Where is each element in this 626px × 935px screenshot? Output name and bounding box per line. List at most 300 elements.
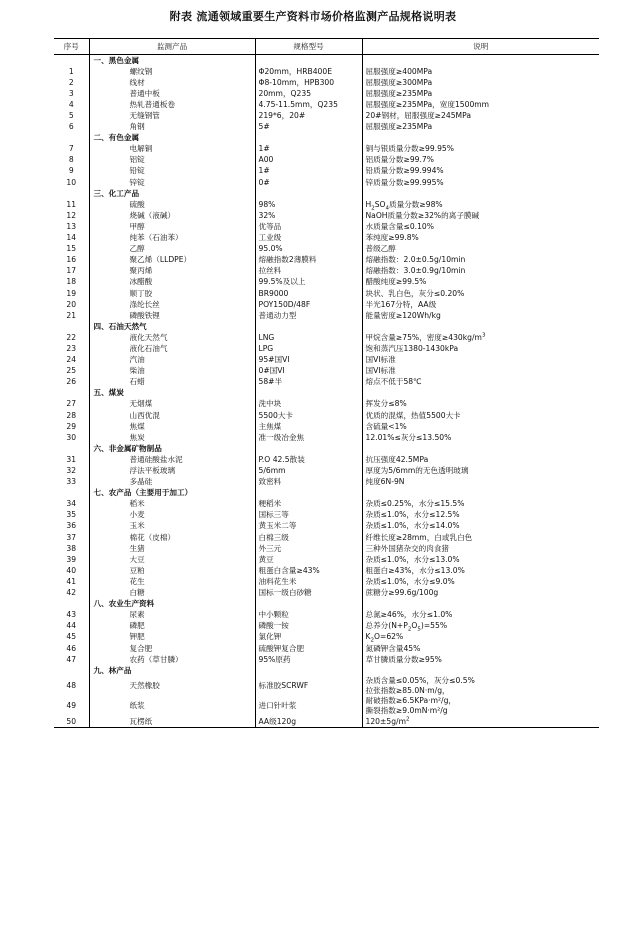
product-name: 顺丁胶 xyxy=(89,288,255,299)
table-row xyxy=(54,199,599,210)
row-number: 50 xyxy=(54,716,89,728)
table-header-row xyxy=(54,39,599,55)
desc-text: 三种外国猪杂交的肉食猪 xyxy=(365,543,450,553)
product-spec: 标准胶SCRWF xyxy=(255,676,362,696)
product-desc xyxy=(362,221,599,232)
desc-text: 耐破指数≥6.5KPa·m²/g， xyxy=(365,696,457,706)
spec-table xyxy=(54,38,599,728)
row-number: 9 xyxy=(68,166,74,176)
desc-text: 能量密度≥120Wh/kg xyxy=(365,310,441,320)
table-row xyxy=(54,210,599,221)
section-desc-cell xyxy=(362,321,599,332)
desc-text: 20#钢材，屈服强度≥245MPa xyxy=(365,111,471,121)
section-label: 七、农产品（主要用于加工） xyxy=(89,488,255,499)
product-name: 瓦楞纸 xyxy=(89,716,255,728)
table-row xyxy=(54,244,599,255)
desc-text: 厚度为5/6mm的无色透明玻璃 xyxy=(365,466,469,476)
row-number: 13 xyxy=(66,221,77,231)
product-desc xyxy=(362,543,599,554)
desc-superscript: 3 xyxy=(481,332,486,339)
product-desc xyxy=(362,610,599,621)
product-desc xyxy=(362,244,599,255)
product-desc xyxy=(362,110,599,121)
product-spec: A00 xyxy=(255,155,362,166)
section-label: 一、黑色金属 xyxy=(89,55,255,67)
section-desc-cell xyxy=(362,599,599,610)
product-desc xyxy=(362,66,599,77)
product-desc xyxy=(362,210,599,221)
table-row xyxy=(54,99,599,110)
product-spec: 95.0% xyxy=(255,244,362,255)
row-number: 24 xyxy=(66,355,77,365)
section-spec-cell xyxy=(255,443,362,454)
product-spec: 95%原药 xyxy=(255,654,362,665)
product-spec: 洗中块 xyxy=(255,399,362,410)
table-row xyxy=(54,696,599,716)
table-row xyxy=(54,576,599,587)
section-label: 五、煤炭 xyxy=(89,388,255,399)
product-spec: 熔融指数2薄膜料 xyxy=(255,255,362,266)
product-desc xyxy=(362,576,599,587)
desc-text-2: 撕裂指数≥9.0mN·m²/g xyxy=(365,706,448,716)
product-desc xyxy=(362,155,599,166)
desc-text: 杂质含量≤0.05%，灰分≤0.5% xyxy=(365,676,475,686)
desc-text: NaOH质量分数≥32%的离子膜碱 xyxy=(365,210,480,220)
table-row xyxy=(54,122,599,133)
product-desc xyxy=(362,632,599,643)
row-number: 29 xyxy=(66,421,77,431)
section-desc-cell xyxy=(362,133,599,144)
table-row xyxy=(54,299,599,310)
product-spec: 粗蛋白含量≥43% xyxy=(255,565,362,576)
desc-text: 国VI标准 xyxy=(365,366,396,376)
row-number: 48 xyxy=(66,681,77,691)
desc-post: 质量分数≥98% xyxy=(389,199,443,209)
table-row xyxy=(54,66,599,77)
section-label: 九、林产品 xyxy=(89,665,255,676)
row-number: 5 xyxy=(68,111,74,121)
product-desc xyxy=(362,366,599,377)
row-number: 8 xyxy=(68,155,74,165)
product-desc xyxy=(362,355,599,366)
product-desc xyxy=(362,588,599,599)
product-name: 豆粕 xyxy=(89,565,255,576)
product-desc xyxy=(362,676,599,696)
product-spec: 98% xyxy=(255,199,362,210)
product-spec: 中小颗粒 xyxy=(255,610,362,621)
section-desc-cell xyxy=(362,55,599,67)
row-number: 25 xyxy=(66,366,77,376)
product-name: 焦煤 xyxy=(89,421,255,432)
row-number: 1 xyxy=(68,66,74,76)
section-row xyxy=(54,133,599,144)
product-desc xyxy=(362,532,599,543)
table-row xyxy=(54,421,599,432)
product-desc xyxy=(362,255,599,266)
product-spec: Φ20mm，HRB400E xyxy=(255,66,362,77)
table-row xyxy=(54,610,599,621)
section-label: 三、化工产品 xyxy=(89,188,255,199)
product-name: 普通中板 xyxy=(89,88,255,99)
row-number: 4 xyxy=(68,99,74,109)
desc-text: 屈服强度≥235MPa xyxy=(365,122,433,132)
section-spec-cell xyxy=(255,55,362,67)
product-name: 液化天然气 xyxy=(89,332,255,343)
desc-text: 铅质量分数≥99.994% xyxy=(365,166,444,176)
product-desc xyxy=(362,432,599,443)
product-desc xyxy=(362,521,599,532)
desc-text: 12.01%≤灰分≤13.50% xyxy=(365,432,452,442)
row-number: 46 xyxy=(66,643,77,653)
section-label: 二、有色金属 xyxy=(89,133,255,144)
product-desc xyxy=(362,399,599,410)
product-desc xyxy=(362,177,599,188)
section-row xyxy=(54,488,599,499)
desc-text: 苯纯度≥99.8% xyxy=(365,233,419,243)
section-no-cell xyxy=(54,665,89,676)
product-desc xyxy=(362,565,599,576)
product-name: 甲醇 xyxy=(89,221,255,232)
desc-pre: H xyxy=(365,199,372,209)
table-row xyxy=(54,521,599,532)
section-spec-cell xyxy=(255,188,362,199)
product-spec: 20mm，Q235 xyxy=(255,88,362,99)
header-product: 监测产品 xyxy=(89,39,255,55)
product-desc xyxy=(362,716,599,728)
row-number: 15 xyxy=(66,244,77,254)
product-spec: 优等品 xyxy=(255,221,362,232)
table-row xyxy=(54,454,599,465)
table-row xyxy=(54,632,599,643)
desc-text: 屈服强度≥400MPa xyxy=(365,66,433,76)
table-row xyxy=(54,532,599,543)
product-spec: 粳稻米 xyxy=(255,499,362,510)
row-number: 21 xyxy=(66,310,77,320)
desc-text: 挥发分≤8% xyxy=(365,399,407,409)
desc-text: 饱和蒸汽压1380-1430kPa xyxy=(365,343,459,353)
desc-text: 铝质量分数≥99.7% xyxy=(365,155,434,165)
product-spec: 32% xyxy=(255,210,362,221)
product-desc xyxy=(362,310,599,321)
product-name: 白糖 xyxy=(89,588,255,599)
table-row xyxy=(54,654,599,665)
section-row xyxy=(54,321,599,332)
product-name: 生猪 xyxy=(89,543,255,554)
product-name: 天然橡胶 xyxy=(89,676,255,696)
product-name: 复合肥 xyxy=(89,643,255,654)
table-row xyxy=(54,565,599,576)
desc-text: 锌质量分数≥99.995% xyxy=(365,177,444,187)
table-row xyxy=(54,477,599,488)
product-desc xyxy=(362,410,599,421)
desc-pre: 120±5g/m xyxy=(365,716,406,726)
product-name: 硫酸 xyxy=(89,199,255,210)
product-desc xyxy=(362,477,599,488)
table-row xyxy=(54,588,599,599)
desc-subscript: 2 xyxy=(407,626,412,632)
table-row xyxy=(54,499,599,510)
product-name: 钾肥 xyxy=(89,632,255,643)
product-spec: BR9000 xyxy=(255,288,362,299)
product-desc xyxy=(362,377,599,388)
product-desc xyxy=(362,654,599,665)
product-spec: 氯化钾 xyxy=(255,632,362,643)
desc-text: 总氮≥46%，水分≤1.0% xyxy=(365,610,453,620)
desc-mid: SO xyxy=(374,199,386,209)
product-desc xyxy=(362,277,599,288)
product-name: 大豆 xyxy=(89,554,255,565)
product-name: 浮法平板玻璃 xyxy=(89,465,255,476)
row-number: 22 xyxy=(66,332,77,342)
product-name: 涤纶长丝 xyxy=(89,299,255,310)
section-no-cell xyxy=(54,488,89,499)
product-spec: 工业级 xyxy=(255,233,362,244)
product-spec: AA级120g xyxy=(255,716,362,728)
product-name: 乙醇 xyxy=(89,244,255,255)
product-desc xyxy=(362,166,599,177)
row-number: 17 xyxy=(66,266,77,276)
desc-text: 屈服强度≥235MPa，宽度1500mm xyxy=(365,99,490,109)
row-number: 31 xyxy=(66,454,77,464)
product-name: 电解铜 xyxy=(89,144,255,155)
desc-text: 抗压强度42.5MPa xyxy=(365,454,429,464)
document-title: 附表 流通领域重要生产资料市场价格监测产品规格说明表 xyxy=(169,10,457,23)
product-name: 小麦 xyxy=(89,510,255,521)
row-number: 18 xyxy=(66,277,77,287)
product-name: 柴油 xyxy=(89,366,255,377)
row-number: 39 xyxy=(66,554,77,564)
product-spec: P.O 42.5散装 xyxy=(255,454,362,465)
product-desc xyxy=(362,343,599,354)
table-row xyxy=(54,410,599,421)
product-name: 石蜡 xyxy=(89,377,255,388)
product-desc xyxy=(362,88,599,99)
product-desc xyxy=(362,99,599,110)
section-row xyxy=(54,55,599,67)
desc-text: 优质的混煤，热值5500大卡 xyxy=(365,410,461,420)
desc-text-2: 拉张指数≥85.0N·m/g， xyxy=(365,686,450,696)
row-number: 28 xyxy=(66,410,77,420)
desc-text: 半光167分特，AA级 xyxy=(365,299,437,309)
desc-superscript: 2 xyxy=(405,716,410,723)
product-spec: 黄玉米二等 xyxy=(255,521,362,532)
desc-text: 屈服强度≥300MPa xyxy=(365,77,433,87)
section-no-cell xyxy=(54,55,89,67)
section-desc-cell xyxy=(362,388,599,399)
table-row xyxy=(54,355,599,366)
desc-pre: K xyxy=(365,632,371,642)
product-spec: 5500大卡 xyxy=(255,410,362,421)
table-row xyxy=(54,377,599,388)
table-row xyxy=(54,288,599,299)
table-row xyxy=(54,366,599,377)
product-desc xyxy=(362,499,599,510)
product-name: 玉米 xyxy=(89,521,255,532)
product-spec: 黄豆 xyxy=(255,554,362,565)
product-spec: 外三元 xyxy=(255,543,362,554)
product-spec: 主焦煤 xyxy=(255,421,362,432)
product-name: 纸浆 xyxy=(89,696,255,716)
product-name: 汽油 xyxy=(89,355,255,366)
row-number: 12 xyxy=(66,210,77,220)
product-name: 磷肥 xyxy=(89,621,255,632)
product-spec: 磷酸一铵 xyxy=(255,621,362,632)
table-row xyxy=(54,177,599,188)
product-spec: 99.5%及以上 xyxy=(255,277,362,288)
desc-text: 杂质≤1.0%，水分≤9.0% xyxy=(365,576,455,586)
table-body xyxy=(54,55,599,728)
desc-subscript: 2 xyxy=(370,637,374,643)
table-row xyxy=(54,643,599,654)
product-spec: 拉丝料 xyxy=(255,266,362,277)
desc-subscript-2: 4 xyxy=(385,205,390,211)
row-number: 33 xyxy=(66,477,77,487)
desc-pre: 甲烷含量≥75%，密度≥430kg/m xyxy=(365,332,482,342)
section-no-cell xyxy=(54,599,89,610)
header-spec: 规格型号 xyxy=(255,39,362,55)
product-desc xyxy=(362,288,599,299)
row-number: 44 xyxy=(66,621,77,631)
section-no-cell xyxy=(54,133,89,144)
product-spec: 白棉三级 xyxy=(255,532,362,543)
desc-text: 蔗糖分≥99.6g/100g xyxy=(365,588,439,598)
row-number: 23 xyxy=(66,343,77,353)
desc-post: O=62% xyxy=(373,632,404,642)
desc-text: 纤维长度≥28mm，白或乳白色 xyxy=(365,532,473,542)
table-row xyxy=(54,310,599,321)
desc-text: 杂质≤1.0%，水分≤13.0% xyxy=(365,554,460,564)
product-name: 角钢 xyxy=(89,122,255,133)
table-row xyxy=(54,144,599,155)
section-desc-cell xyxy=(362,188,599,199)
section-spec-cell xyxy=(255,133,362,144)
product-spec: 致密料 xyxy=(255,477,362,488)
product-name: 焦炭 xyxy=(89,432,255,443)
table-row xyxy=(54,77,599,88)
desc-mid: O xyxy=(411,621,418,631)
product-spec: 硫酸钾复合肥 xyxy=(255,643,362,654)
table-row xyxy=(54,332,599,343)
product-desc xyxy=(362,299,599,310)
section-spec-cell xyxy=(255,665,362,676)
table-row xyxy=(54,510,599,521)
product-desc xyxy=(362,621,599,632)
row-number: 45 xyxy=(66,632,77,642)
product-spec: 95#国VI xyxy=(255,355,362,366)
desc-text: 屈服强度≥235MPa xyxy=(365,88,433,98)
header-no: 序号 xyxy=(54,39,89,55)
table-row xyxy=(54,166,599,177)
desc-text: 普级乙醇 xyxy=(365,244,396,254)
product-spec: 国标三等 xyxy=(255,510,362,521)
product-name: 花生 xyxy=(89,576,255,587)
table-row xyxy=(54,554,599,565)
product-name: 铅锭 xyxy=(89,166,255,177)
product-name: 农药（草甘膦） xyxy=(89,654,255,665)
product-desc xyxy=(362,696,599,716)
section-row xyxy=(54,665,599,676)
row-number: 40 xyxy=(66,565,77,575)
table-row xyxy=(54,716,599,728)
table-row xyxy=(54,399,599,410)
section-row xyxy=(54,443,599,454)
section-label: 八、农业生产资料 xyxy=(89,599,255,610)
table-row xyxy=(54,266,599,277)
product-name: 聚丙烯 xyxy=(89,266,255,277)
section-spec-cell xyxy=(255,321,362,332)
desc-text: 熔点不低于58℃ xyxy=(365,377,422,387)
row-number: 43 xyxy=(66,610,77,620)
product-name: 液化石油气 xyxy=(89,343,255,354)
row-number: 26 xyxy=(66,377,77,387)
section-no-cell xyxy=(54,443,89,454)
table-row xyxy=(54,110,599,121)
product-spec: 0# xyxy=(255,177,362,188)
product-name: 稻米 xyxy=(89,499,255,510)
product-desc xyxy=(362,77,599,88)
product-name: 锌锭 xyxy=(89,177,255,188)
row-number: 2 xyxy=(68,77,74,87)
product-name: 螺纹钢 xyxy=(89,66,255,77)
product-name: 棉花（皮棉） xyxy=(89,532,255,543)
row-number: 34 xyxy=(66,499,77,509)
product-name: 无烟煤 xyxy=(89,399,255,410)
row-number: 35 xyxy=(66,510,77,520)
table-row xyxy=(54,465,599,476)
product-desc xyxy=(362,454,599,465)
table-row xyxy=(54,155,599,166)
desc-text: 水质量含量≤0.10% xyxy=(365,221,434,231)
section-label: 六、非金属矿物制品 xyxy=(89,443,255,454)
desc-text: 杂质≤1.0%，水分≤12.5% xyxy=(365,510,460,520)
section-desc-cell xyxy=(362,665,599,676)
row-number: 36 xyxy=(66,521,77,531)
product-desc xyxy=(362,233,599,244)
row-number: 38 xyxy=(66,543,77,553)
desc-pre: 总养分(N+P xyxy=(365,621,408,631)
product-spec: LNG xyxy=(255,332,362,343)
product-desc xyxy=(362,144,599,155)
product-spec: 1# xyxy=(255,144,362,155)
product-spec: 5/6mm xyxy=(255,465,362,476)
product-desc xyxy=(362,465,599,476)
product-spec: 1# xyxy=(255,166,362,177)
product-desc xyxy=(362,122,599,133)
desc-text: 杂质≤1.0%，水分≤14.0% xyxy=(365,521,460,531)
section-no-cell xyxy=(54,321,89,332)
product-spec: 准一级冶金焦 xyxy=(255,432,362,443)
product-desc xyxy=(362,510,599,521)
desc-text: 国VI标准 xyxy=(365,355,396,365)
desc-text: 熔融指数：3.0±0.9g/10min xyxy=(365,266,466,276)
table-row xyxy=(54,543,599,554)
row-number: 41 xyxy=(66,576,77,586)
row-number: 42 xyxy=(66,588,77,598)
section-spec-cell xyxy=(255,599,362,610)
product-spec: 58#半 xyxy=(255,377,362,388)
product-name: 聚乙烯（LLDPE） xyxy=(89,255,255,266)
table-row xyxy=(54,88,599,99)
product-name: 磷酸铁锂 xyxy=(89,310,255,321)
row-number: 11 xyxy=(66,199,77,209)
section-no-cell xyxy=(54,388,89,399)
section-desc-cell xyxy=(362,443,599,454)
table-row xyxy=(54,432,599,443)
desc-text: 粗蛋白≥43%，水分≤13.0% xyxy=(365,565,465,575)
product-desc xyxy=(362,643,599,654)
product-desc xyxy=(362,199,599,210)
product-spec: 219*6，20# xyxy=(255,110,362,121)
